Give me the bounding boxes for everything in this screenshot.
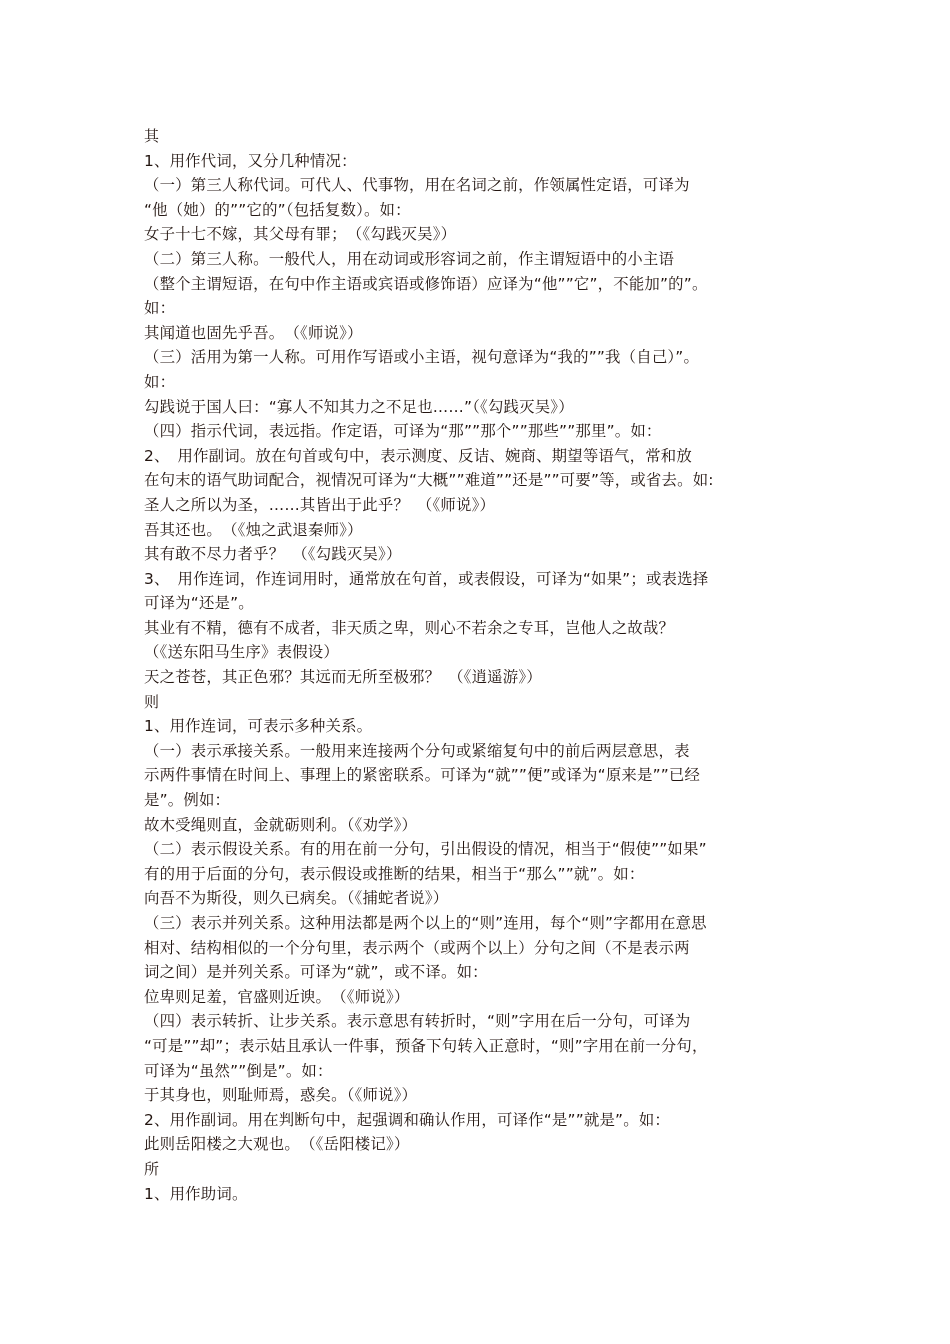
section-heading: 所 — [144, 1159, 160, 1178]
text-line: 此则岳阳楼之大观也。 （《岳阳楼记》） — [144, 1135, 410, 1154]
text-line: 吾其还也。 （《烛之武退秦师》） — [144, 520, 363, 539]
text-line: 1、用作连词，可表示多种关系。 — [144, 717, 373, 736]
text-line: 有的用于后面的分句，表示假设或推断的结果，相当于“那么””就”。如： — [144, 864, 645, 883]
text-line: 于其身也，则耻师焉，惑矣。（《师说》） — [144, 1086, 418, 1105]
text-line: 是”。例如： — [144, 791, 231, 810]
text-line: 勾践说于国人曰：“寡人不知其力之不足也……”（《勾践灭吴》） — [144, 397, 574, 416]
text-line: 天之苍苍，其正色邪？其远而无所至极邪？ （《逍遥游》） — [144, 668, 542, 687]
text-line: 词之间）是并列关系。可译为“就”，或不译。如： — [144, 963, 488, 982]
section-heading: 则 — [144, 692, 160, 711]
text-line: 相对、结构相似的一个分句里，表示两个（或两个以上）分句之间（不是表示两 — [144, 938, 690, 957]
text-line: 女子十七不嫁，其父母有罪； （《勾践灭吴》） — [144, 225, 457, 244]
text-line: （一）第三人称代词。可代人、代事物，用在名词之前，作领属性定语，可译为 — [144, 176, 690, 195]
text-line: “他（她）的””它的”（包括复数）。如： — [144, 200, 411, 219]
text-line: 示两件事情在时间上、事理上的紧密联系。可译为“就””便”或译为“原来是””已经 — [144, 766, 701, 785]
text-line: 可译为“虽然””倒是”。如： — [144, 1061, 333, 1080]
text-line: （二）第三人称。一般代人，用在动词或形容词之前，作主谓短语中的小主语 — [144, 249, 675, 268]
text-line: 如： — [144, 372, 176, 391]
text-line: 2、用作副词。用在判断句中，起强调和确认作用，可译作“是””就是”。如： — [144, 1110, 670, 1129]
text-line: “可是””却”；表示姑且承认一件事，预备下句转入正意时，“则”字用在前一分句， — [144, 1036, 708, 1055]
text-line: （三）表示并列关系。这种用法都是两个以上的“则”连用，每个“则”字都用在意思 — [144, 914, 707, 932]
document-body — [144, 124, 814, 1206]
text-line: 如： — [144, 299, 176, 318]
text-line: 可译为“还是”。 — [144, 594, 254, 613]
text-line: 1、用作代词，又分几种情况： — [144, 151, 357, 170]
text-line: 其有敢不尽力者乎？ （《勾践灭吴》） — [144, 545, 402, 564]
text-line: 圣人之所以为圣，……其皆出于此乎？ （《师说》） — [144, 495, 496, 514]
text-line: 向吾不为斯役，则久已病矣。（《捕蛇者说》） — [144, 889, 449, 908]
text-line: 1、用作助词。 — [144, 1184, 248, 1203]
text-line: （整个主谓短语，在句中作主语或宾语或修饰语）应译为“他””它”，不能加”的”。 — [144, 274, 708, 293]
section-heading: 其 — [144, 127, 160, 145]
text-line: 其闻道也固先乎吾。 （《师说》） — [144, 323, 363, 342]
text-line: 在句末的语气助词配合，视情况可译为“大概””难道””还是””可要”等，或省去。如: — [144, 471, 714, 490]
text-line: 位卑则足羞，官盛则近谀。 （《师说》） — [144, 987, 410, 1006]
text-line: 故木受绳则直，金就砺则利。（《劝学》） — [144, 815, 418, 834]
text-line: （四）指示代词，表远指。作定语，可译为“那””那个””那些””那里”。如： — [144, 422, 662, 441]
text-line: （《送东阳马生序》表假设） — [144, 643, 339, 662]
text-line: 其业有不精，德有不成者，非天质之卑，则心不若余之专耳，岂他人之故哉？ — [144, 618, 675, 637]
text-line: （二）表示假设关系。有的用在前一分句，引出假设的情况，相当于“假使””如果” — [144, 840, 707, 859]
text-line: （一）表示承接关系。一般用来连接两个分句或紧缩复句中的前后两层意思，表 — [144, 741, 690, 760]
text-line: （三）活用为第一人称。可用作写语或小主语，视句意译为“我的””我（自己）”。 — [144, 348, 700, 367]
text-line: （四）表示转折、让步关系。表示意思有转折时，“则”字用在后一分句，可译为 — [144, 1012, 691, 1031]
text-line: 2、 用作副词。放在句首或句中，表示测度、反诘、婉商、期望等语气，常和放 — [144, 446, 692, 465]
text-line: 3、 用作连词，作连词用时，通常放在句首，或表假设，可译为“如果”；或表选择 — [144, 569, 709, 588]
